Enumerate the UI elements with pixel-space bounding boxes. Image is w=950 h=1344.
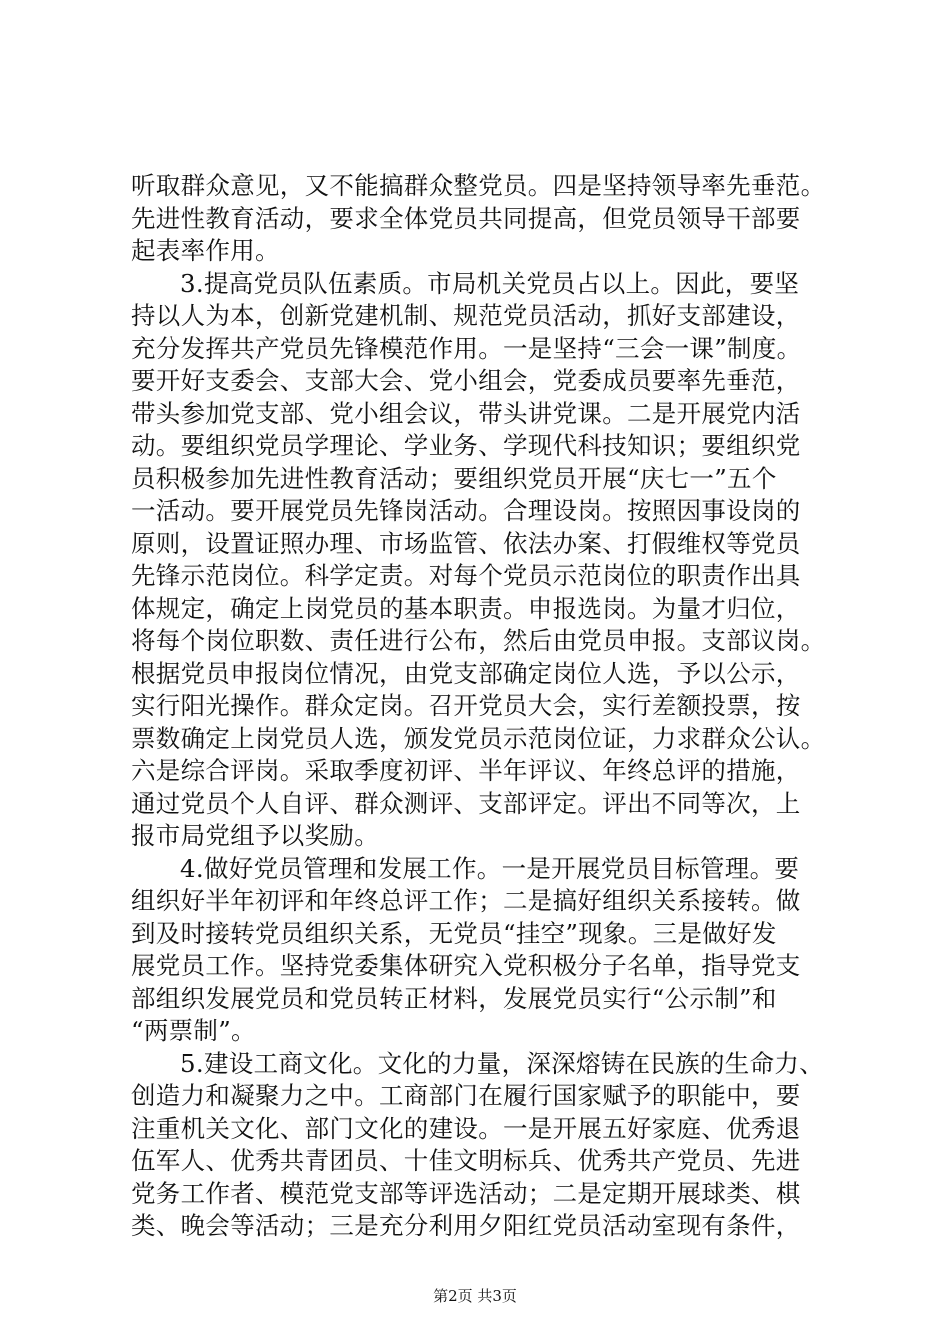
page-footer: 第2页 共3页 (433, 1287, 517, 1305)
text-line: 原则，设置证照办理、市场监管、依法办案、打假维权等党员 (131, 528, 801, 558)
text-line: 体规定，确定上岗党员的基本职责。申报选岗。为量才归位， (131, 593, 801, 623)
text-line: 报市局党组予以奖励。 (131, 821, 379, 850)
text-line: 一活动。要开展党员先锋岗活动。合理设岗。按照因事设岗的 (131, 496, 801, 525)
text-line: 动。要组织党员学理论、学业务、学现代科技知识；要组织党 (131, 431, 801, 460)
text-line: 4.做好党员管理和发展工作。一是开展党员目标管理。要 (180, 853, 800, 883)
text-line: 到及时接转党员组织关系，无党员“挂空”现象。三是做好发 (131, 918, 777, 948)
text-line: 根据党员申报岗位情况，由党支部确定岗位人选，予以公示， (131, 658, 801, 688)
text-line: 创造力和凝聚力之中。工商部门在履行国家赋予的职能中，要 (131, 1081, 801, 1110)
text-line: 注重机关文化、部门文化的建设。一是开展五好家庭、优秀退 (131, 1113, 801, 1143)
text-line: 将每个岗位职数、责任进行公布，然后由党员申报。支部议岗。 (131, 626, 826, 655)
text-line: 类、晚会等活动；三是充分利用夕阳红党员活动室现有条件， (131, 1211, 801, 1240)
text-line: 充分发挥共产党员先锋模范作用。一是坚持“三会一课”制度。 (131, 333, 802, 363)
text-line: 部组织发展党员和党员转正材料，发展党员实行“公示制”和 (131, 983, 777, 1013)
text-line: “两票制”。 (131, 1016, 256, 1045)
text-line: 六是综合评岗。采取季度初评、半年评议、年终总评的措施， (131, 756, 801, 785)
text-line: 持以人为本，创新党建机制、规范党员活动，抓好支部建设， (131, 301, 801, 330)
text-line: 员积极参加先进性教育活动；要组织党员开展“庆七一”五个 (131, 463, 777, 493)
text-line: 起表率作用。 (131, 236, 280, 265)
document-body (131, 170, 841, 1243)
text-line: 展党员工作。坚持党委集体研究入党积极分子名单，指导党支 (131, 951, 801, 980)
text-line: 党务工作者、模范党支部等评选活动；二是定期开展球类、棋 (131, 1178, 801, 1208)
text-line: 先进性教育活动，要求全体党员共同提高，但党员领导干部要 (131, 203, 801, 233)
text-line: 票数确定上岗党员人选，颁发党员示范岗位证，力求群众公认。 (131, 723, 826, 753)
text-line: 3.提高党员队伍素质。市局机关党员占以上。因此，要坚 (180, 268, 800, 298)
text-line: 伍军人、优秀共青团员、十佳文明标兵、优秀共产党员、先进 (131, 1146, 801, 1175)
text-line: 实行阳光操作。群众定岗。召开党员大会，实行差额投票，按 (131, 691, 801, 720)
text-line: 听取群众意见，又不能搞群众整党员。四是坚持领导率先垂范。 (131, 171, 826, 200)
text-line: 通过党员个人自评、群众测评、支部评定。评出不同等次，上 (131, 788, 801, 818)
text-line: 先锋示范岗位。科学定责。对每个党员示范岗位的职责作出具 (131, 561, 801, 590)
text-line: 要开好支委会、支部大会、党小组会，党委成员要率先垂范， (131, 366, 801, 395)
text-line: 5.建设工商文化。文化的力量，深深熔铸在民族的生命力、 (180, 1048, 824, 1078)
text-line: 组织好半年初评和年终总评工作；二是搞好组织关系接转。做 (131, 886, 801, 915)
text-line: 带头参加党支部、党小组会议，带头讲党课。二是开展党内活 (131, 398, 801, 428)
